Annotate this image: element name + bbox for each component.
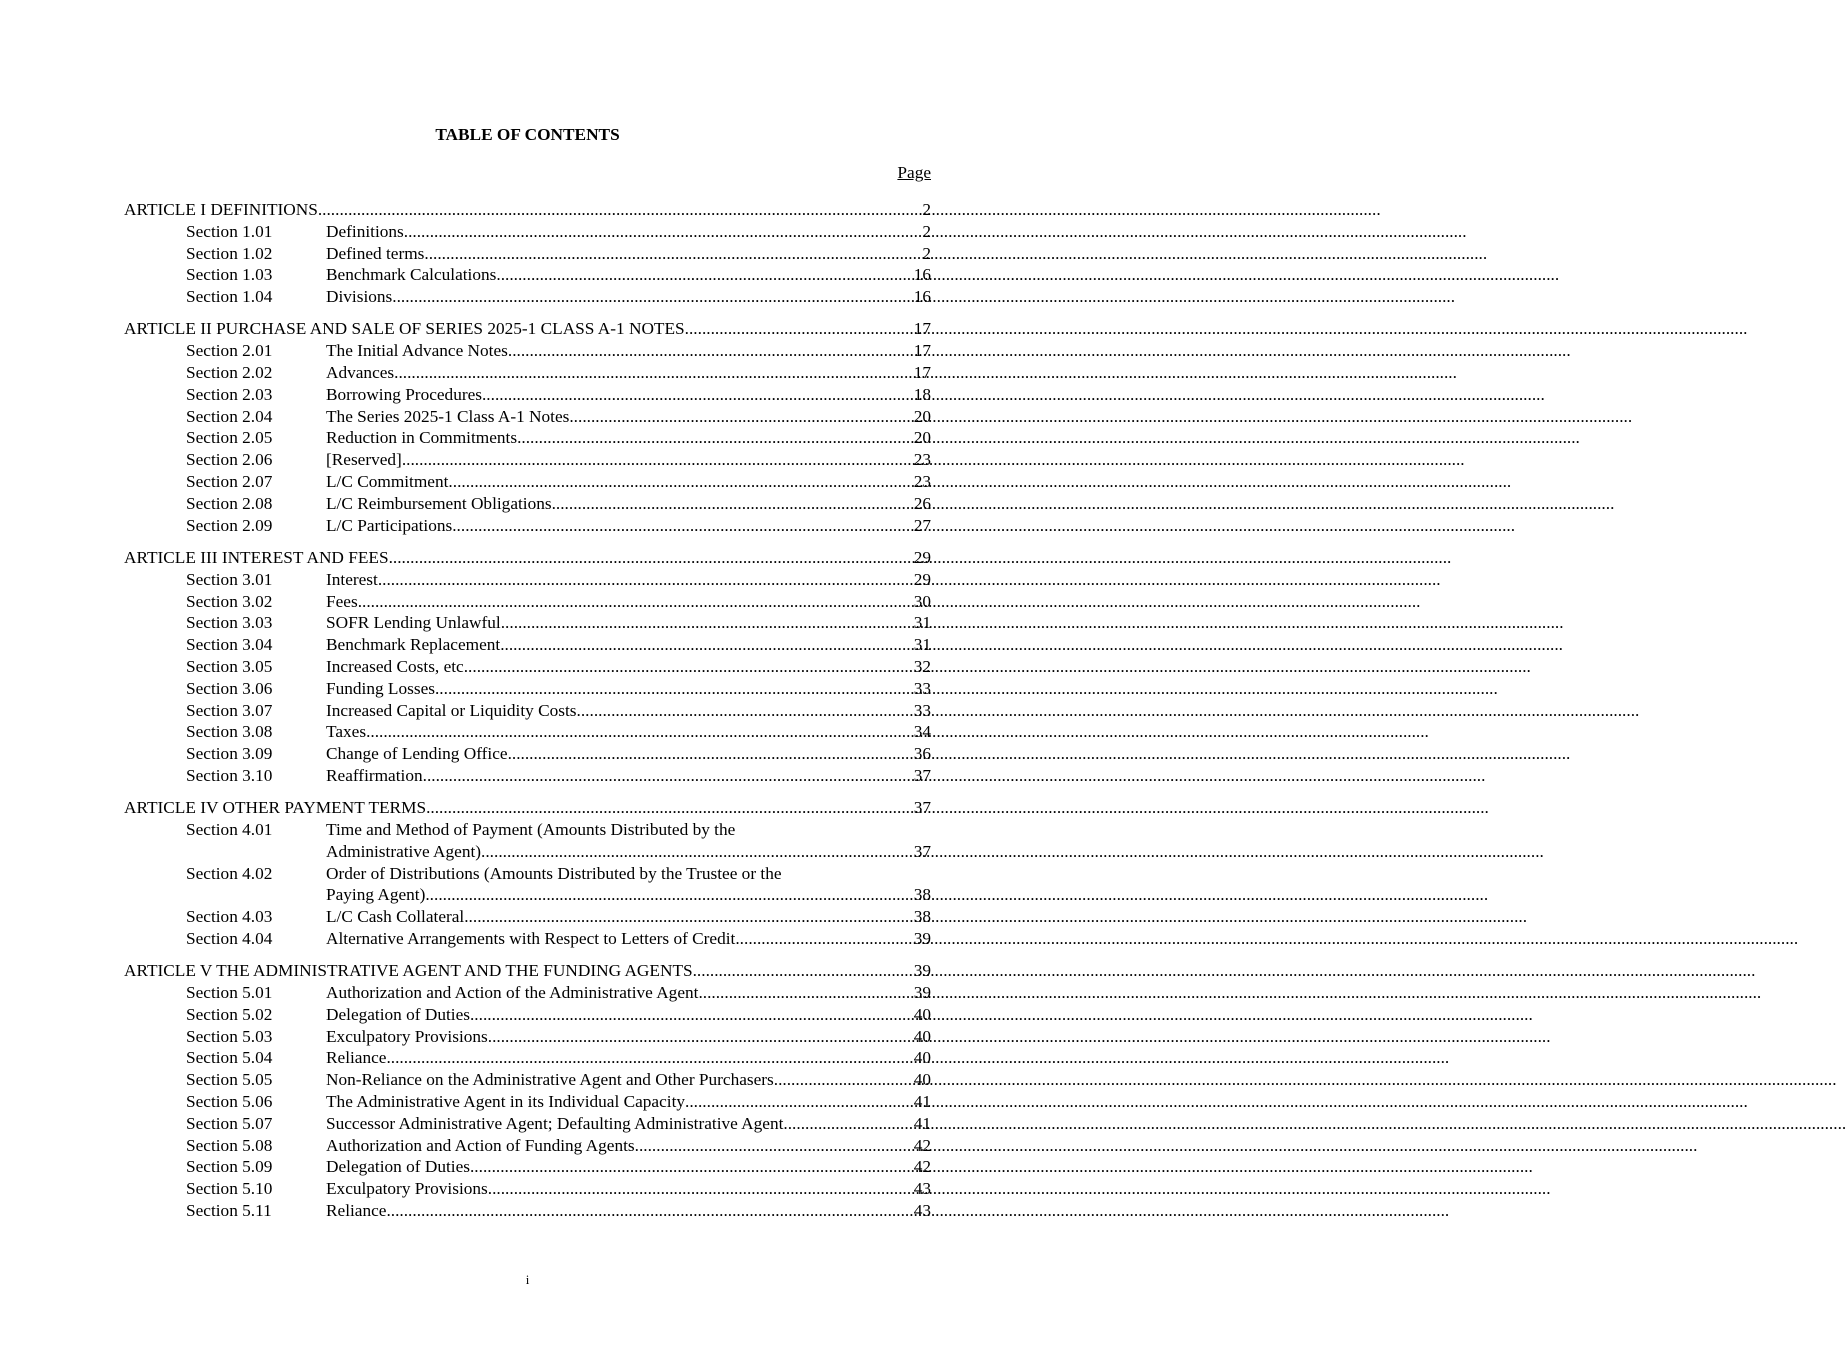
toc-section-title: [Reserved]: [326, 450, 402, 470]
toc-section-row[interactable]: [124, 1200, 931, 1222]
toc-section-row[interactable]: [124, 569, 931, 591]
toc-page-number: 38: [913, 885, 931, 905]
toc-section-title: Defined terms: [326, 243, 425, 263]
toc-section-row[interactable]: [124, 471, 931, 493]
toc-section-title: The Initial Advance Notes: [326, 341, 508, 361]
toc-section-number: Section 2.07: [186, 472, 273, 492]
toc-leader-dots: [500, 634, 912, 656]
footer-page-number: i: [525, 1272, 530, 1287]
toc-section-row[interactable]: [124, 1026, 931, 1048]
toc-section-title: Reaffirmation: [326, 765, 423, 785]
toc-section-title: Exculpatory Provisions: [326, 1026, 488, 1046]
toc-section-row[interactable]: [124, 678, 931, 700]
toc-section-row[interactable]: [124, 656, 931, 678]
toc-section-title: Authorization and Action of the Administrative Agent: [326, 983, 699, 1003]
toc-page-number: 2: [922, 221, 931, 241]
toc-section-row[interactable]: [124, 427, 931, 449]
toc-leader-dots: [318, 199, 921, 221]
toc-section-title: Reliance: [326, 1048, 387, 1068]
toc-page-number: 33: [913, 700, 931, 720]
toc-section-row[interactable]: [124, 340, 931, 362]
toc-leader-dots: [448, 471, 911, 493]
toc-page-number: 41: [913, 1092, 931, 1112]
toc-section-number: Section 5.09: [186, 1157, 273, 1177]
toc-leader-dots: [635, 1135, 912, 1157]
toc-section-title: Interest: [326, 569, 378, 589]
toc-page-number: 30: [913, 591, 931, 611]
toc-section-number: Section 3.05: [186, 656, 273, 676]
toc-section-title: L/C Commitment: [326, 472, 449, 492]
toc-article: [124, 199, 931, 308]
toc-page-number: 23: [913, 450, 931, 470]
toc-section-number: Section 2.01: [186, 341, 273, 361]
toc-section-title: L/C Cash Collateral: [326, 907, 465, 927]
toc-section-title: The Series 2025-1 Class A-1 Notes: [326, 406, 570, 426]
toc-page-number: 40: [913, 1070, 931, 1090]
toc-section-title: Taxes: [326, 722, 367, 742]
toc-article-row[interactable]: [124, 547, 931, 569]
toc-section-title-line: Order of Distributions (Amounts Distributed by the Trustee or the: [326, 863, 782, 883]
toc-leader-dots: [435, 678, 912, 700]
toc-leader-dots: [392, 286, 911, 308]
toc-page-number: 31: [913, 635, 931, 655]
toc-article: [124, 797, 931, 950]
toc-section-number: Section 1.03: [186, 265, 273, 285]
toc-section-title: SOFR Lending Unlawful: [326, 613, 501, 633]
toc-leader-dots: [366, 721, 912, 743]
toc-section-number: Section 1.01: [186, 221, 273, 241]
toc-section-number: Section 4.03: [186, 907, 273, 927]
toc-section-title: Definitions: [326, 221, 404, 241]
toc-section-number: Section 3.01: [186, 569, 273, 589]
toc-section-title: Administrative Agent): [326, 841, 482, 861]
page-column-header: Page: [897, 163, 931, 182]
toc-leader-dots: [569, 406, 911, 428]
toc-leader-dots: [783, 1113, 911, 1135]
toc-page-number: 2: [922, 243, 931, 263]
toc-section-row[interactable]: [124, 384, 931, 406]
toc-section-number: Section 2.03: [186, 384, 273, 404]
toc-section-row[interactable]: [124, 906, 931, 928]
toc-section-row[interactable]: [124, 493, 931, 515]
toc-section-title: Paying Agent): [326, 885, 426, 905]
toc-section-number: Section 5.01: [186, 983, 273, 1003]
toc-section-number: Section 2.05: [186, 428, 273, 448]
toc-section-row[interactable]: [124, 286, 931, 308]
toc-section-number: Section 2.06: [186, 450, 273, 470]
toc-page-number: 37: [913, 841, 931, 861]
toc-leader-dots: [735, 928, 911, 950]
toc-section-title: Exculpatory Provisions: [326, 1179, 488, 1199]
toc-article: [124, 547, 931, 787]
toc-leader-dots: [488, 1178, 912, 1200]
toc-page-number: 39: [913, 961, 931, 981]
toc-page-number: 29: [913, 569, 931, 589]
toc-leader-dots: [468, 656, 912, 678]
toc-leader-dots: [386, 1200, 911, 1222]
toc-section-row[interactable]: [124, 1069, 931, 1091]
toc-section-title: Increased Costs, etc.: [326, 656, 469, 676]
toc-leader-dots: [693, 960, 912, 982]
toc-article-label: ARTICLE V THE ADMINISTRATIVE AGENT AND THE FUNDING AGENTS: [124, 961, 693, 981]
toc-section-title: Increased Capital or Liquidity Costs: [326, 700, 577, 720]
toc-leader-dots: [508, 340, 912, 362]
toc-section-number: Section 2.08: [186, 493, 273, 513]
toc-page-number: 39: [913, 983, 931, 1003]
toc-section-row[interactable]: [124, 406, 931, 428]
toc-section-row[interactable]: [124, 765, 931, 787]
toc-section-row[interactable]: [124, 612, 931, 634]
toc-section-title: L/C Reimbursement Obligations: [326, 493, 552, 513]
toc-section-number: Section 1.02: [186, 243, 273, 263]
toc-section-row[interactable]: [124, 721, 931, 743]
toc-page-number: 42: [913, 1135, 931, 1155]
toc-section-number: Section 5.11: [186, 1201, 272, 1221]
toc-leader-dots: [482, 384, 912, 406]
toc-leader-dots: [402, 449, 912, 471]
table-of-contents: [124, 199, 931, 1232]
toc-leader-dots: [425, 884, 911, 906]
toc-page-number: 27: [913, 515, 931, 535]
toc-page-number: 2: [922, 200, 931, 219]
toc-section-title: Fees: [326, 591, 358, 611]
toc-section-number: Section 5.05: [186, 1070, 273, 1090]
toc-page-number: 33: [913, 678, 931, 698]
toc-page-number: 29: [913, 547, 931, 567]
toc-leader-dots: [404, 221, 921, 243]
toc-leader-dots: [698, 982, 911, 1004]
toc-page-number: 43: [913, 1201, 931, 1221]
toc-page-number: 37: [913, 798, 931, 818]
toc-section-row[interactable]: [124, 362, 931, 384]
toc-page-number: 16: [913, 265, 931, 285]
toc-article-label: ARTICLE I DEFINITIONS: [124, 200, 318, 219]
toc-page-number: 40: [913, 1026, 931, 1046]
toc-page-number: 37: [913, 765, 931, 785]
toc-leader-dots: [501, 612, 912, 634]
toc-page-number: 17: [913, 319, 931, 339]
toc-section-number: Section 2.02: [186, 363, 273, 383]
toc-section-title: Funding Losses: [326, 678, 435, 698]
toc-page-number: 18: [913, 384, 931, 404]
toc-section-row[interactable]: [124, 1091, 931, 1113]
toc-leader-dots: [577, 700, 912, 722]
toc-section-number: Section 3.10: [186, 765, 273, 785]
toc-section-title: The Administrative Agent in its Individual Capacity: [326, 1092, 686, 1112]
toc-section-title: Alternative Arrangements with Respect to Letters of Credit: [326, 929, 736, 948]
toc-section-row[interactable]: [124, 863, 931, 885]
toc-page-number: 43: [913, 1179, 931, 1199]
toc-section-row[interactable]: [124, 221, 931, 243]
toc-leader-dots: [552, 493, 912, 515]
toc-section-title: Change of Lending Office: [326, 744, 508, 764]
toc-page-number: 39: [913, 929, 931, 948]
toc-section-number: Section 4.01: [186, 820, 273, 840]
toc-article-row[interactable]: [124, 318, 931, 340]
toc-page-number: 40: [913, 1048, 931, 1068]
toc-section-title: Delegation of Duties: [326, 1004, 470, 1024]
toc-leader-dots: [389, 547, 912, 569]
toc-page-number: 40: [913, 1004, 931, 1024]
toc-article-row[interactable]: [124, 797, 931, 819]
toc-section-row[interactable]: [124, 591, 931, 613]
toc-section-number: Section 5.08: [186, 1135, 273, 1155]
toc-section-number: Section 5.10: [186, 1179, 273, 1199]
toc-page-number: 42: [913, 1157, 931, 1177]
toc-page-number: 41: [913, 1113, 931, 1133]
toc-leader-dots: [426, 797, 912, 819]
toc-section-number: Section 5.02: [186, 1004, 273, 1024]
toc-section-number: Section 2.09: [186, 515, 273, 535]
toc-leader-dots: [358, 591, 912, 613]
toc-page-number: 17: [913, 341, 931, 361]
toc-leader-dots: [470, 1156, 912, 1178]
page-title: TABLE OF CONTENTS: [435, 125, 620, 144]
toc-section-number: Section 3.08: [186, 722, 273, 742]
toc-section-number: Section 3.09: [186, 744, 273, 764]
toc-section-number: Section 2.04: [186, 406, 273, 426]
toc-leader-dots: [394, 362, 912, 384]
toc-section-title: Benchmark Calculations: [326, 265, 497, 285]
toc-section-title: Advances: [326, 363, 395, 383]
toc-leader-dots: [508, 743, 912, 765]
toc-article-label: ARTICLE IV OTHER PAYMENT TERMS: [124, 798, 427, 818]
toc-section-row[interactable]: [124, 1047, 931, 1069]
toc-leader-dots: [423, 765, 912, 787]
toc-section-title: Delegation of Duties: [326, 1157, 470, 1177]
toc-section-title: Reduction in Commitments: [326, 428, 518, 448]
toc-leader-dots: [470, 1004, 912, 1026]
toc-page-number: 26: [913, 493, 931, 513]
toc-section-number: Section 3.03: [186, 613, 273, 633]
toc-page-number: 20: [913, 428, 931, 448]
toc-leader-dots: [488, 1026, 912, 1048]
toc-section-row[interactable]: [124, 1135, 931, 1157]
toc-leader-dots: [517, 427, 912, 449]
toc-section-row[interactable]: [124, 982, 931, 1004]
toc-section-row[interactable]: [124, 1156, 931, 1178]
toc-leader-dots: [685, 318, 912, 340]
toc-section-row-continuation[interactable]: [124, 841, 931, 863]
toc-leader-dots: [452, 515, 911, 537]
toc-section-number: Section 1.04: [186, 287, 273, 307]
toc-section-row[interactable]: [124, 700, 931, 722]
toc-section-number: Section 3.07: [186, 700, 273, 720]
toc-section-row[interactable]: [124, 928, 931, 950]
toc-leader-dots: [496, 264, 911, 286]
toc-section-title: Successor Administrative Agent; Defaulting Administrative Agent: [326, 1113, 784, 1133]
toc-page-number: 16: [913, 287, 931, 307]
toc-leader-dots: [685, 1091, 912, 1113]
toc-page-number: 36: [913, 744, 931, 764]
toc-article-row[interactable]: [124, 960, 931, 982]
toc-section-number: Section 3.06: [186, 678, 273, 698]
toc-section-title: Authorization and Action of Funding Agents: [326, 1135, 635, 1155]
toc-section-number: Section 3.04: [186, 635, 273, 655]
toc-section-row[interactable]: [124, 1004, 931, 1026]
toc-section-row[interactable]: [124, 819, 931, 841]
toc-section-row[interactable]: [124, 634, 931, 656]
toc-article-row[interactable]: [124, 199, 931, 221]
toc-page-number: 38: [913, 907, 931, 927]
toc-section-number: Section 4.04: [186, 929, 273, 948]
toc-section-title-line: Time and Method of Payment (Amounts Distributed by the: [326, 820, 736, 840]
toc-leader-dots: [464, 906, 911, 928]
toc-section-row[interactable]: [124, 1113, 931, 1135]
toc-page-number: 31: [913, 613, 931, 633]
toc-section-title: Divisions: [326, 287, 393, 307]
toc-section-title: Benchmark Replacement: [326, 635, 501, 655]
toc-section-title: Non-Reliance on the Administrative Agent and Other Purchasers: [326, 1070, 774, 1090]
toc-section-number: Section 5.07: [186, 1113, 273, 1133]
toc-page-number: 20: [913, 406, 931, 426]
toc-section-row[interactable]: [124, 449, 931, 471]
toc-section-number: Section 5.03: [186, 1026, 273, 1046]
toc-section-number: Section 5.04: [186, 1048, 273, 1068]
toc-section-row[interactable]: [124, 1178, 931, 1200]
toc-section-number: Section 4.02: [186, 863, 273, 883]
toc-page-number: 23: [913, 472, 931, 492]
toc-page-number: 34: [913, 722, 931, 742]
toc-article-label: ARTICLE II PURCHASE AND SALE OF SERIES 2025-1 CLASS A-1 NOTES: [124, 319, 685, 339]
toc-section-row-continuation[interactable]: [124, 884, 931, 906]
toc-leader-dots: [481, 841, 912, 863]
toc-page-number: 32: [913, 656, 931, 676]
toc-page-number: 17: [913, 363, 931, 383]
toc-article: [124, 318, 931, 536]
toc-leader-dots: [386, 1047, 911, 1069]
toc-leader-dots: [424, 243, 920, 265]
toc-leader-dots: [774, 1069, 912, 1091]
toc-section-row[interactable]: [124, 515, 931, 537]
toc-article-label: ARTICLE III INTEREST AND FEES: [124, 547, 389, 567]
toc-article: [124, 960, 931, 1222]
toc-section-row[interactable]: [124, 743, 931, 765]
toc-section-title: L/C Participations: [326, 515, 453, 535]
toc-section-row[interactable]: [124, 264, 931, 286]
toc-leader-dots: [378, 569, 912, 591]
toc-section-title: Reliance: [326, 1201, 387, 1221]
toc-section-number: Section 5.06: [186, 1092, 273, 1112]
toc-section-number: Section 3.02: [186, 591, 273, 611]
toc-section-title: Borrowing Procedures: [326, 384, 482, 404]
toc-section-row[interactable]: [124, 243, 931, 265]
